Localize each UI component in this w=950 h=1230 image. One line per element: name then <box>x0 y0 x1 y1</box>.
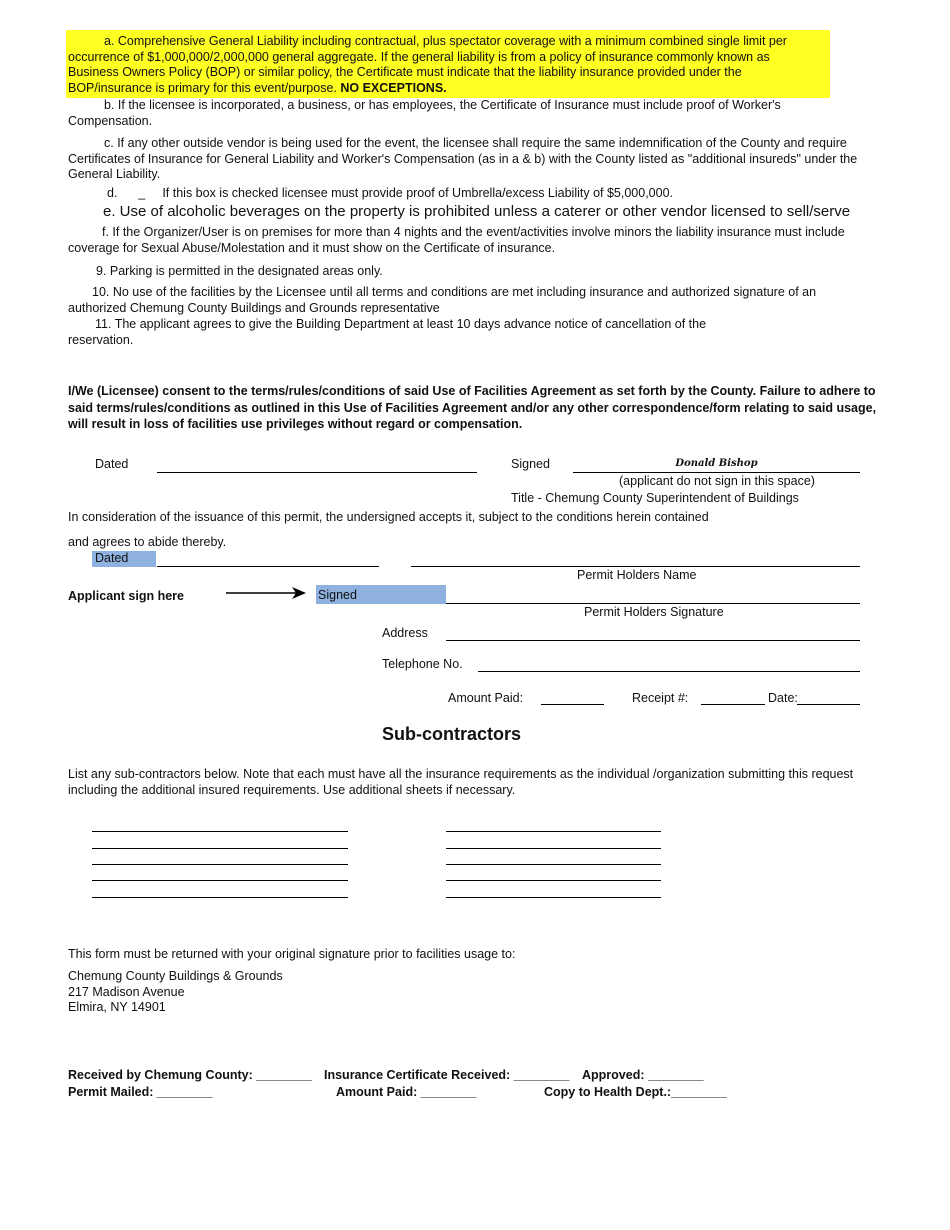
telephone-line[interactable] <box>478 671 860 672</box>
subcontractor-line[interactable] <box>446 864 661 865</box>
term-d-text: If this box is checked licensee must provide proof of Umbrella/excess Liability of $5,000,000. <box>162 186 674 200</box>
term-a <box>68 34 808 96</box>
address-line[interactable] <box>446 640 860 641</box>
receipt-label: Receipt #: <box>632 691 689 705</box>
term-e: e. Use of alcoholic beverages on the property is prohibited unless a caterer or other vendor licensed to sell/serve <box>103 203 851 220</box>
permit-mailed: Permit Mailed: ________ <box>68 1085 213 1099</box>
county-signed-label: Signed <box>511 457 550 471</box>
applicant-signed-label: Signed <box>318 588 357 602</box>
umbrella-checkbox[interactable]: _ <box>138 186 146 200</box>
term-f-text: f. If the Organizer/User is on premises for more than 4 nights and the event/activities involve minors the liability insurance must include coverage for Sexual Abuse/Molestation and it must show on the Certificate of insurance. <box>68 225 845 255</box>
office-amount-paid: Amount Paid: ________ <box>336 1085 477 1099</box>
subcontractor-line[interactable] <box>446 831 661 832</box>
received-by-county: Received by Chemung County: ________ <box>68 1068 312 1082</box>
subcontractor-line[interactable] <box>446 897 661 898</box>
term-d-label: d. <box>107 186 118 200</box>
consent-statement: I/We (Licensee) consent to the terms/rules/conditions of said Use of Facilities Agreement as set forth by the County. Failure to adhere to said terms/rules/conditions as outlined in this Use of Facilities Agreement and/or any other correspondence/form relating to said usage, will result in loss of facilities use privileges without regard or compensation. <box>68 384 877 431</box>
arrow-right-icon <box>226 585 308 601</box>
subcontractors-text: List any sub-contractors below. Note that each must have all the insurance requirements as the individual /organization submitting this request including the additional insured requirements. Use additional sheets if necessary. <box>68 767 854 797</box>
term-c-text: c. If any other outside vendor is being used for the event, the licensee shall require the same indemnification of the County and require Certificates of Insurance for General Liability and Worker's Compensation (as in a & b) with the County listed as "additional insureds" under the General Liability. <box>68 136 858 181</box>
subcontractors-heading: Sub-contractors <box>382 724 522 744</box>
subcontractor-line[interactable] <box>92 897 348 898</box>
consideration-text: In consideration of the issuance of this permit, the undersigned accepts it, subject to the conditions herein contained <box>68 510 709 524</box>
return-address-line: Elmira, NY 14901 <box>68 1000 166 1014</box>
return-instructions: This form must be returned with your original signature prior to facilities usage to: <box>68 947 516 961</box>
return-address-line: 217 Madison Avenue <box>68 984 185 999</box>
insurance-certificate-received: Insurance Certificate Received: ________ <box>324 1068 570 1082</box>
term-d <box>107 186 673 200</box>
county-sign-note: (applicant do not sign in this space) <box>619 474 815 488</box>
item-9: 9. Parking is permitted in the designated areas only. <box>96 264 383 278</box>
county-signature: Donald Bishop <box>675 458 758 469</box>
subcontractor-line[interactable] <box>446 848 661 849</box>
copy-to-health-dept: Copy to Health Dept.:________ <box>544 1085 727 1099</box>
county-sign-title: Title - Chemung County Superintendent of Buildings <box>511 491 799 505</box>
permit-holder-signature-line[interactable] <box>446 603 860 604</box>
return-address-line: Chemung County Buildings & Grounds <box>68 969 283 983</box>
telephone-label: Telephone No. <box>382 657 463 671</box>
subcontractor-line[interactable] <box>446 880 661 881</box>
subcontractor-line[interactable] <box>92 831 348 832</box>
permit-holder-signature-label: Permit Holders Signature <box>584 605 724 619</box>
return-address <box>68 969 283 1016</box>
item-10-text: 10. No use of the facilities by the Licensee until all terms and conditions are met including insurance and authorized signature of an authorized Chemung County Buildings and Grounds representative <box>68 285 817 315</box>
item-11-text: 11. The applicant agrees to give the Building Department at least 10 days advance notice of cancellation of the reservation. <box>68 317 707 347</box>
subcontractor-line[interactable] <box>92 880 348 881</box>
permit-holder-name-line[interactable] <box>411 566 860 567</box>
date-label: Date: <box>768 691 798 705</box>
receipt-line[interactable] <box>701 704 765 705</box>
applicant-dated-label: Dated <box>95 551 129 565</box>
approved: Approved: ________ <box>582 1068 704 1082</box>
term-a-emphasis: NO EXCEPTIONS. <box>340 80 447 95</box>
item-11 <box>68 317 728 348</box>
date-line[interactable] <box>797 704 860 705</box>
amount-paid-line[interactable] <box>541 704 604 705</box>
county-signed-line <box>573 472 860 473</box>
abide-text: and agrees to abide thereby. <box>68 535 227 549</box>
subcontractor-line[interactable] <box>92 864 348 865</box>
item-10 <box>68 285 843 316</box>
permit-holder-name-label: Permit Holders Name <box>577 568 697 582</box>
term-f <box>68 225 863 256</box>
applicant-dated-line[interactable] <box>157 566 379 567</box>
term-c <box>68 136 863 183</box>
term-b-text: b. If the licensee is incorporated, a business, or has employees, the Certificate of Insurance must include proof of Worker's Compensation. <box>68 98 781 128</box>
subcontractor-line[interactable] <box>92 848 348 849</box>
county-dated-label: Dated <box>95 457 129 471</box>
address-label: Address <box>382 626 428 640</box>
term-b <box>68 98 868 129</box>
term-a-text: a. Comprehensive General Liability including contractual, plus spectator coverage with a minimum combined single limit per occurrence of $1,000,000/2,000,000 general aggregate. If the general liability is from a policy of insurance commonly known as Business Owners Policy (BOP) or similar policy, the Certificate must indicate that the liability insurance provided under the BOP/insurance is primary for this event/purpose. <box>68 34 787 95</box>
applicant-sign-here-label: Applicant sign here <box>68 589 184 603</box>
amount-paid-label: Amount Paid: <box>448 691 524 705</box>
county-dated-line[interactable] <box>157 472 477 473</box>
